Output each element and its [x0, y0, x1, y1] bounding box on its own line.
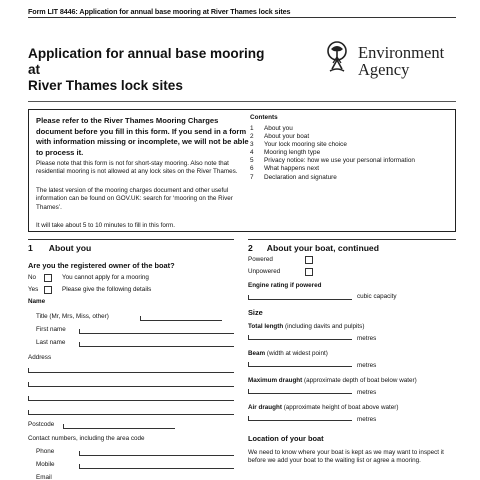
powered-checkbox[interactable]: [305, 256, 313, 264]
size-heading: Size: [248, 308, 263, 317]
logo-line-1: Environment: [358, 43, 445, 62]
intro-lead: Please refer to the River Thames Mooring Charges document before you fill in this form. If you send in a form with information missing or incomplete, we will not be able to process it.: [36, 116, 249, 157]
air-draught-label: Air draught (approximate height of boat above water): [248, 404, 399, 411]
yes-checkbox[interactable]: [44, 286, 52, 294]
contents-item[interactable]: 2 About your boat: [250, 133, 310, 141]
title-divider: [28, 101, 456, 102]
address-line-1[interactable]: [28, 368, 234, 373]
intro-box: [28, 109, 456, 232]
no-text: You cannot apply for a mooring: [62, 274, 149, 281]
contents-list: [250, 125, 415, 182]
phone-input[interactable]: [79, 451, 234, 456]
yes-label: Yes: [28, 286, 39, 293]
unpowered-label: Unpowered: [248, 268, 281, 275]
air-draught-input[interactable]: [248, 416, 352, 421]
postcode-input[interactable]: [63, 424, 175, 429]
environment-agency-logo: [322, 40, 462, 84]
beam-input[interactable]: [248, 362, 352, 367]
cubic-capacity-unit: cubic capacity: [357, 293, 397, 300]
address-label: Address: [28, 354, 52, 361]
yes-text: Please give the following details: [62, 286, 152, 293]
contact-numbers-label: Contact numbers, including the area code: [28, 435, 145, 442]
metres-unit: metres: [357, 389, 377, 396]
total-length-input[interactable]: [248, 335, 352, 340]
first-name-label: First name: [36, 326, 66, 333]
unpowered-checkbox[interactable]: [305, 268, 313, 276]
name-heading: Name: [28, 298, 46, 305]
intro-note-3: It will take about 5 to 10 minutes to fill in this form.: [36, 222, 175, 229]
contents-heading: Contents: [250, 114, 278, 121]
owner-question: Are you the registered owner of the boat?: [28, 261, 175, 270]
last-name-input[interactable]: [79, 342, 234, 347]
address-line-4[interactable]: [28, 410, 234, 415]
phone-label: Phone: [36, 448, 55, 455]
section-1-divider: [28, 239, 234, 240]
tree-logo-icon: [322, 40, 352, 80]
section-2-divider: [248, 239, 456, 240]
postcode-label: Postcode: [28, 421, 55, 428]
intro-note-2: The latest version of the mooring charges document and other useful information can be found on GOV.UK: search for ‘mooring on the River Thames’.: [36, 187, 233, 211]
intro-note-1: Please note that this form is not for short-stay mooring. Also note that residential mooring is not allowed at any lock sites on the River Thames.: [36, 160, 238, 176]
no-label: No: [28, 274, 37, 281]
form-reference: Form LIT 8446: Application for annual base mooring at River Thames lock sites: [28, 7, 291, 16]
contents-item[interactable]: 6 What happens next: [250, 165, 320, 173]
address-line-3[interactable]: [28, 396, 234, 401]
contents-item[interactable]: 5 Privacy notice: how we use your personal information: [250, 157, 415, 165]
page-title: [28, 46, 268, 94]
metres-unit: metres: [357, 335, 377, 342]
max-draught-label: Maximum draught (approximate depth of boat below water): [248, 377, 417, 384]
engine-rating-label: Engine rating if powered: [248, 282, 322, 289]
contents-item[interactable]: 3 Your lock mooring site choice: [250, 141, 347, 149]
title-line-2: River Thames lock sites: [28, 78, 183, 93]
email-label: Email: [36, 474, 52, 480]
contents-item[interactable]: 7 Declaration and signature: [250, 173, 337, 181]
metres-unit: metres: [357, 362, 377, 369]
engine-rating-input[interactable]: [248, 295, 352, 300]
header-divider: [28, 17, 456, 18]
max-draught-input[interactable]: [248, 389, 352, 394]
mobile-input[interactable]: [79, 464, 234, 469]
location-text: We need to know where your boat is kept as we may want to inspect it before we add your boat to the waiting list or agree a mooring.: [248, 449, 444, 465]
logo-line-2: Agency: [358, 60, 410, 79]
metres-unit: metres: [357, 416, 377, 423]
contents-item[interactable]: 4 Mooring length type: [250, 149, 321, 157]
contents-item[interactable]: 1 About you: [250, 125, 293, 132]
powered-label: Powered: [248, 256, 273, 263]
beam-label: Beam (width at widest point): [248, 350, 328, 357]
title-field-label: Title (Mr, Mrs, Miss, other): [36, 313, 109, 320]
first-name-input[interactable]: [79, 329, 234, 334]
title-input[interactable]: [140, 316, 222, 321]
title-line-1: Application for annual base mooring at: [28, 46, 265, 77]
section-2-heading: 2 About your boat, continued: [248, 243, 379, 253]
address-line-2[interactable]: [28, 382, 234, 387]
location-heading: Location of your boat: [248, 434, 324, 443]
section-1-heading: 1 About you: [28, 243, 92, 253]
mobile-label: Mobile: [36, 461, 55, 468]
no-checkbox[interactable]: [44, 274, 52, 282]
last-name-label: Last name: [36, 339, 66, 346]
total-length-label: Total length (including davits and pulpits): [248, 323, 365, 330]
